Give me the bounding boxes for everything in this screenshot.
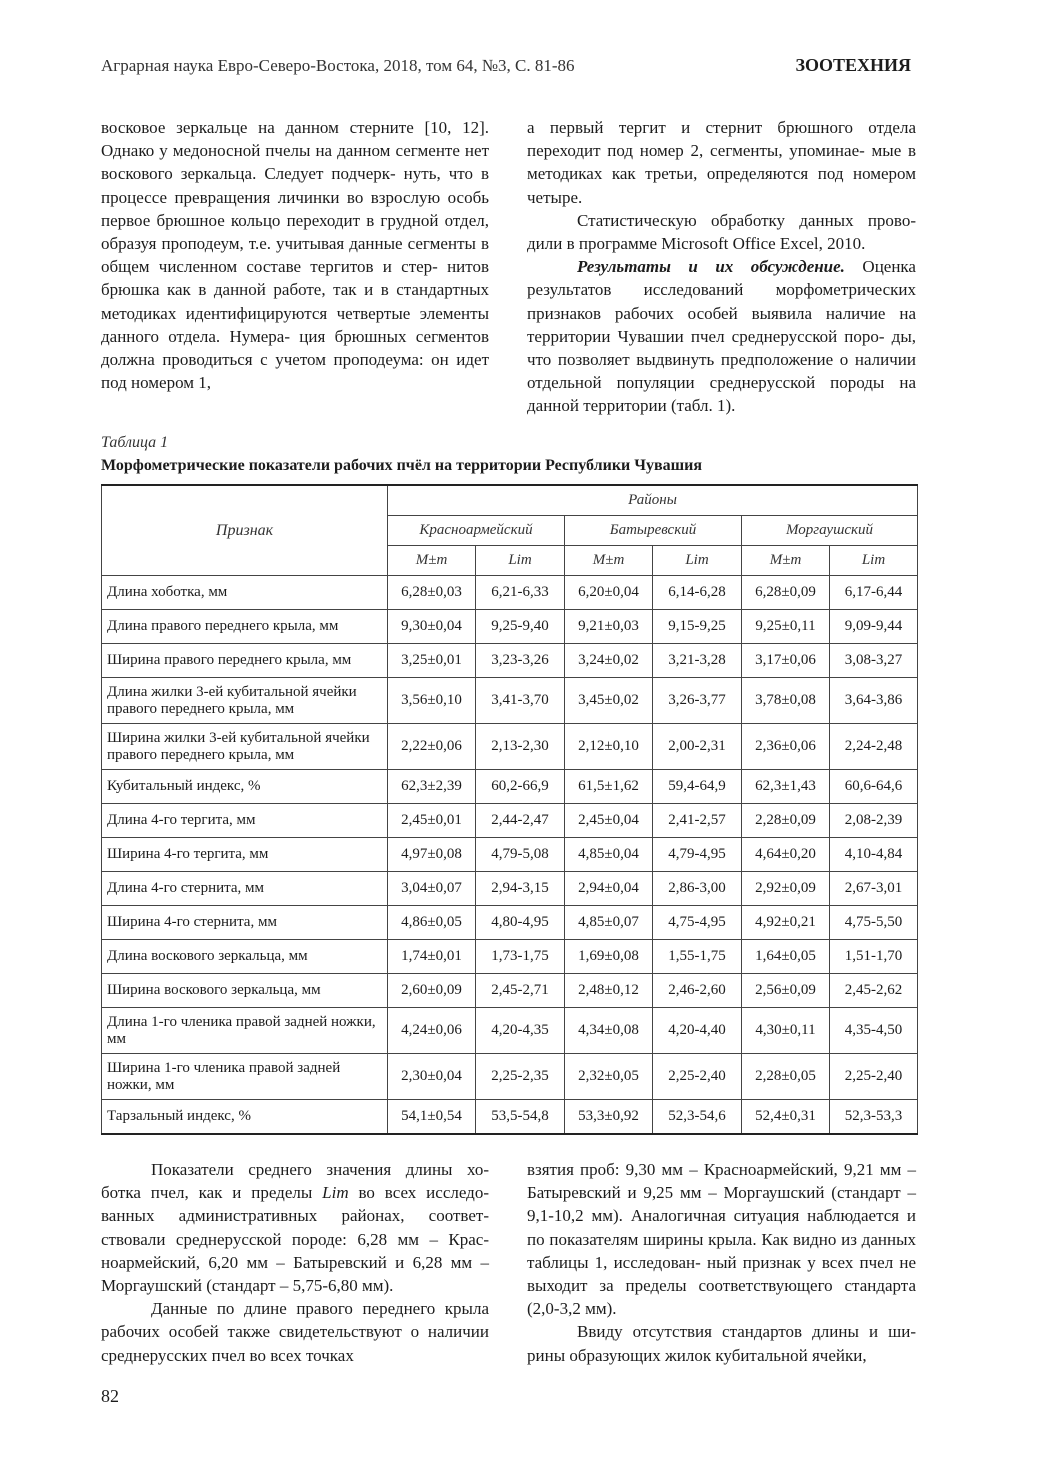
- lim-cell: 2,45-2,71: [476, 974, 565, 1008]
- mean-cell: 4,85±0,07: [565, 906, 653, 940]
- body-text-column-right-bottom: [527, 1158, 916, 1367]
- table-row: [102, 940, 918, 974]
- feature-cell: Ширина воскового зеркальца, мм: [102, 974, 388, 1008]
- morphometric-table: [101, 484, 918, 1135]
- table-row: [102, 838, 918, 872]
- header-regions: Районы: [388, 485, 918, 516]
- feature-cell: Длина правого переднего крыла, мм: [102, 610, 388, 644]
- paragraph: [101, 1158, 489, 1297]
- lim-cell: 3,41-3,70: [476, 678, 565, 724]
- lim-cell: 6,21-6,33: [476, 576, 565, 610]
- feature-cell: Ширина 1-го членика правой задней ножки, мм: [102, 1054, 388, 1100]
- body-text-column-left-bottom: [101, 1158, 489, 1367]
- lim-cell: 4,80-4,95: [476, 906, 565, 940]
- mean-cell: 2,32±0,05: [565, 1054, 653, 1100]
- mean-cell: 4,86±0,05: [388, 906, 476, 940]
- table-row: [102, 610, 918, 644]
- mean-cell: 6,28±0,09: [742, 576, 830, 610]
- paragraph: Ввиду отсутствия стандартов длины и ши- рины образующих жилок кубитальной ячейки,: [527, 1322, 916, 1365]
- lim-cell: 3,26-3,77: [653, 678, 742, 724]
- lim-cell: 2,45-2,62: [830, 974, 918, 1008]
- section-heading-results: Результаты и их обсуждение.: [577, 257, 845, 277]
- mean-cell: 1,64±0,05: [742, 940, 830, 974]
- lim-cell: 4,79-5,08: [476, 838, 565, 872]
- page-number: 82: [101, 1386, 119, 1406]
- table-row: [102, 678, 918, 724]
- feature-cell: Ширина 4-го тергита, мм: [102, 838, 388, 872]
- mean-cell: 3,04±0,07: [388, 872, 476, 906]
- table-row: [102, 724, 918, 770]
- mean-cell: 1,74±0,01: [388, 940, 476, 974]
- lim-cell: 6,17-6,44: [830, 576, 918, 610]
- mean-cell: 61,5±1,62: [565, 770, 653, 804]
- mean-cell: 3,24±0,02: [565, 644, 653, 678]
- section-title: ЗООТЕХНИЯ: [795, 55, 911, 75]
- mean-cell: 2,48±0,12: [565, 974, 653, 1008]
- mean-cell: 9,21±0,03: [565, 610, 653, 644]
- mean-cell: 2,94±0,04: [565, 872, 653, 906]
- header-region: Батыревский: [565, 516, 742, 546]
- lim-cell: 1,55-1,75: [653, 940, 742, 974]
- lim-cell: 1,73-1,75: [476, 940, 565, 974]
- mean-cell: 9,30±0,04: [388, 610, 476, 644]
- feature-cell: Длина воскового зеркальца, мм: [102, 940, 388, 974]
- mean-cell: 2,30±0,04: [388, 1054, 476, 1100]
- paragraph-text: во всех исследо- ванных административных районах, соответ- ствовали среднерусской породе: 6,28 мм – Крас- ноармейский, 6,20 мм – Батыревский и 6,28 мм – Моргаушский (стандарт – 5,75-6,80 мм).: [101, 1183, 489, 1296]
- mean-cell: 6,20±0,04: [565, 576, 653, 610]
- feature-cell: Ширина жилки 3-ей кубитальной ячейки правого переднего крыла, мм: [102, 724, 388, 770]
- header-region: Моргаушский: [742, 516, 918, 546]
- lim-cell: 4,35-4,50: [830, 1008, 918, 1054]
- lim-cell: 6,14-6,28: [653, 576, 742, 610]
- lim-cell: 4,75-5,50: [830, 906, 918, 940]
- feature-cell: Кубитальный индекс, %: [102, 770, 388, 804]
- lim-cell: 4,79-4,95: [653, 838, 742, 872]
- mean-cell: 9,25±0,11: [742, 610, 830, 644]
- table-row: [102, 872, 918, 906]
- mean-cell: 2,36±0,06: [742, 724, 830, 770]
- table-row: [102, 1008, 918, 1054]
- table-row: [102, 770, 918, 804]
- body-text-column-right-top: [527, 116, 916, 418]
- lim-cell: 52,3-53,3: [830, 1100, 918, 1135]
- mean-cell: 4,24±0,06: [388, 1008, 476, 1054]
- lim-term: Lim: [322, 1183, 349, 1203]
- header-feature: Признак: [102, 485, 388, 576]
- lim-cell: 2,44-2,47: [476, 804, 565, 838]
- header-region: Красноармейский: [388, 516, 565, 546]
- header-mean: M±m: [742, 546, 830, 576]
- feature-cell: Ширина 4-го стернита, мм: [102, 906, 388, 940]
- mean-cell: 4,34±0,08: [565, 1008, 653, 1054]
- lim-cell: 60,6-64,6: [830, 770, 918, 804]
- feature-cell: Длина жилки 3-ей кубитальной ячейки правого переднего крыла, мм: [102, 678, 388, 724]
- mean-cell: 2,28±0,05: [742, 1054, 830, 1100]
- paragraph: взятия проб: 9,30 мм – Красноармейский, 9,21 мм – Батыревский и 9,25 мм – Моргаушский (стандарт – 9,1-10,2 мм). Аналогичная ситуация наблюдается и по показателям ширины крыла. Как видно из данных таблицы 1, исследован- ный признак у всех пчел не выходит за пределы соответствующего стандарта (2,0-3,2 мм).: [527, 1160, 916, 1319]
- lim-cell: 2,46-2,60: [653, 974, 742, 1008]
- running-header: [101, 56, 911, 86]
- lim-cell: 2,41-2,57: [653, 804, 742, 838]
- lim-cell: 2,25-2,40: [653, 1054, 742, 1100]
- feature-cell: Длина 4-го стернита, мм: [102, 872, 388, 906]
- lim-cell: 4,75-4,95: [653, 906, 742, 940]
- lim-cell: 2,67-3,01: [830, 872, 918, 906]
- lim-cell: 53,5-54,8: [476, 1100, 565, 1135]
- mean-cell: 4,85±0,04: [565, 838, 653, 872]
- lim-cell: 3,08-3,27: [830, 644, 918, 678]
- mean-cell: 4,97±0,08: [388, 838, 476, 872]
- mean-cell: 2,92±0,09: [742, 872, 830, 906]
- mean-cell: 2,45±0,01: [388, 804, 476, 838]
- lim-cell: 4,10-4,84: [830, 838, 918, 872]
- table-row: [102, 974, 918, 1008]
- lim-cell: 2,25-2,40: [830, 1054, 918, 1100]
- paragraph-text: Показатели среднего значения длины хо- ботка пчел, как и пределы: [101, 1160, 489, 1203]
- body-text-column-left-top: [101, 116, 489, 394]
- mean-cell: 3,56±0,10: [388, 678, 476, 724]
- paragraph: Статистическую обработку данных прово- дили в программе Microsoft Office Excel, 2010.: [527, 210, 916, 254]
- feature-cell: Ширина правого переднего крыла, мм: [102, 644, 388, 678]
- table-row: [102, 576, 918, 610]
- lim-cell: 3,21-3,28: [653, 644, 742, 678]
- table-row: [102, 1100, 918, 1135]
- table-title: Морфометрические показатели рабочих пчёл на территории Республики Чувашия: [101, 457, 703, 474]
- lim-cell: 2,00-2,31: [653, 724, 742, 770]
- mean-cell: 3,45±0,02: [565, 678, 653, 724]
- mean-cell: 2,22±0,06: [388, 724, 476, 770]
- paragraph: Данные по длине правого переднего крыла рабочих особей также свидетельствуют о наличии среднерусских пчел во всех точках: [101, 1299, 489, 1365]
- paragraph-results: [527, 255, 916, 417]
- lim-cell: 2,25-2,35: [476, 1054, 565, 1100]
- table-row: [102, 1054, 918, 1100]
- lim-cell: 52,3-54,6: [653, 1100, 742, 1135]
- mean-cell: 3,17±0,06: [742, 644, 830, 678]
- feature-cell: Длина 1-го членика правой задней ножки, мм: [102, 1008, 388, 1054]
- header-lim: Lim: [830, 546, 918, 576]
- feature-cell: Длина хоботка, мм: [102, 576, 388, 610]
- mean-cell: 62,3±1,43: [742, 770, 830, 804]
- mean-cell: 3,25±0,01: [388, 644, 476, 678]
- lim-cell: 60,2-66,9: [476, 770, 565, 804]
- feature-cell: Тарзальный индекс, %: [102, 1100, 388, 1135]
- mean-cell: 4,92±0,21: [742, 906, 830, 940]
- lim-cell: 3,23-3,26: [476, 644, 565, 678]
- mean-cell: 53,3±0,92: [565, 1100, 653, 1135]
- mean-cell: 62,3±2,39: [388, 770, 476, 804]
- lim-cell: 4,20-4,40: [653, 1008, 742, 1054]
- lim-cell: 9,09-9,44: [830, 610, 918, 644]
- mean-cell: 2,56±0,09: [742, 974, 830, 1008]
- mean-cell: 2,12±0,10: [565, 724, 653, 770]
- mean-cell: 2,60±0,09: [388, 974, 476, 1008]
- lim-cell: 2,94-3,15: [476, 872, 565, 906]
- mean-cell: 6,28±0,03: [388, 576, 476, 610]
- mean-cell: 2,28±0,09: [742, 804, 830, 838]
- table-body: [102, 576, 918, 1135]
- mean-cell: 4,64±0,20: [742, 838, 830, 872]
- paragraph: а первый тергит и стернит брюшного отдела переходит под номер 2, сегменты, упоминае- мые в методиках как третьи, определяются под номером четыре.: [527, 118, 916, 207]
- lim-cell: 2,86-3,00: [653, 872, 742, 906]
- lim-cell: 59,4-64,9: [653, 770, 742, 804]
- lim-cell: 9,15-9,25: [653, 610, 742, 644]
- lim-cell: 2,13-2,30: [476, 724, 565, 770]
- mean-cell: 1,69±0,08: [565, 940, 653, 974]
- lim-cell: 4,20-4,35: [476, 1008, 565, 1054]
- paragraph: восковое зеркальце на данном стерните [10, 12]. Однако у медоносной пчелы на данном сегменте нет воскового зеркальца. Следует подчерк- нуть, что в процессе превращения личинки во взрослую особь первое брюшное кольцо переходит в грудной отдел, образуя проподеум, т.е. учитывая данные сегменты в общем численном составе тергитов и стер- нитов брюшка как в данной работе, так и в стандартных методиках идентифицируются четвертые элементы данного отдела. Нумера- ция брюшных сегментов должна проводиться с учетом проподеума: он идет под номером 1,: [101, 118, 489, 393]
- mean-cell: 52,4±0,31: [742, 1100, 830, 1135]
- lim-cell: 9,25-9,40: [476, 610, 565, 644]
- mean-cell: 2,45±0,04: [565, 804, 653, 838]
- table-label: Таблица 1: [101, 434, 169, 451]
- mean-cell: 4,30±0,11: [742, 1008, 830, 1054]
- lim-cell: 1,51-1,70: [830, 940, 918, 974]
- table-row: [102, 804, 918, 838]
- lim-cell: 3,64-3,86: [830, 678, 918, 724]
- table-row: [102, 644, 918, 678]
- header-mean: M±m: [565, 546, 653, 576]
- journal-citation: Аграрная наука Евро-Северо-Востока, 2018, том 64, №3, С. 81-86: [101, 56, 575, 75]
- mean-cell: 54,1±0,54: [388, 1100, 476, 1135]
- header-mean: M±m: [388, 546, 476, 576]
- header-lim: Lim: [476, 546, 565, 576]
- lim-cell: 2,08-2,39: [830, 804, 918, 838]
- table-row: [102, 906, 918, 940]
- paragraph-text: Оценка результатов исследований морфометрических признаков рабочих особей выявила наличие на территории Чувашии пчел среднерусской поро- ды, что позволяет выдвинуть предположение о наличии отдельной популяции среднерусской породы на данной территории (табл. 1).: [527, 257, 916, 416]
- feature-cell: Длина 4-го тергита, мм: [102, 804, 388, 838]
- lim-cell: 2,24-2,48: [830, 724, 918, 770]
- mean-cell: 3,78±0,08: [742, 678, 830, 724]
- header-lim: Lim: [653, 546, 742, 576]
